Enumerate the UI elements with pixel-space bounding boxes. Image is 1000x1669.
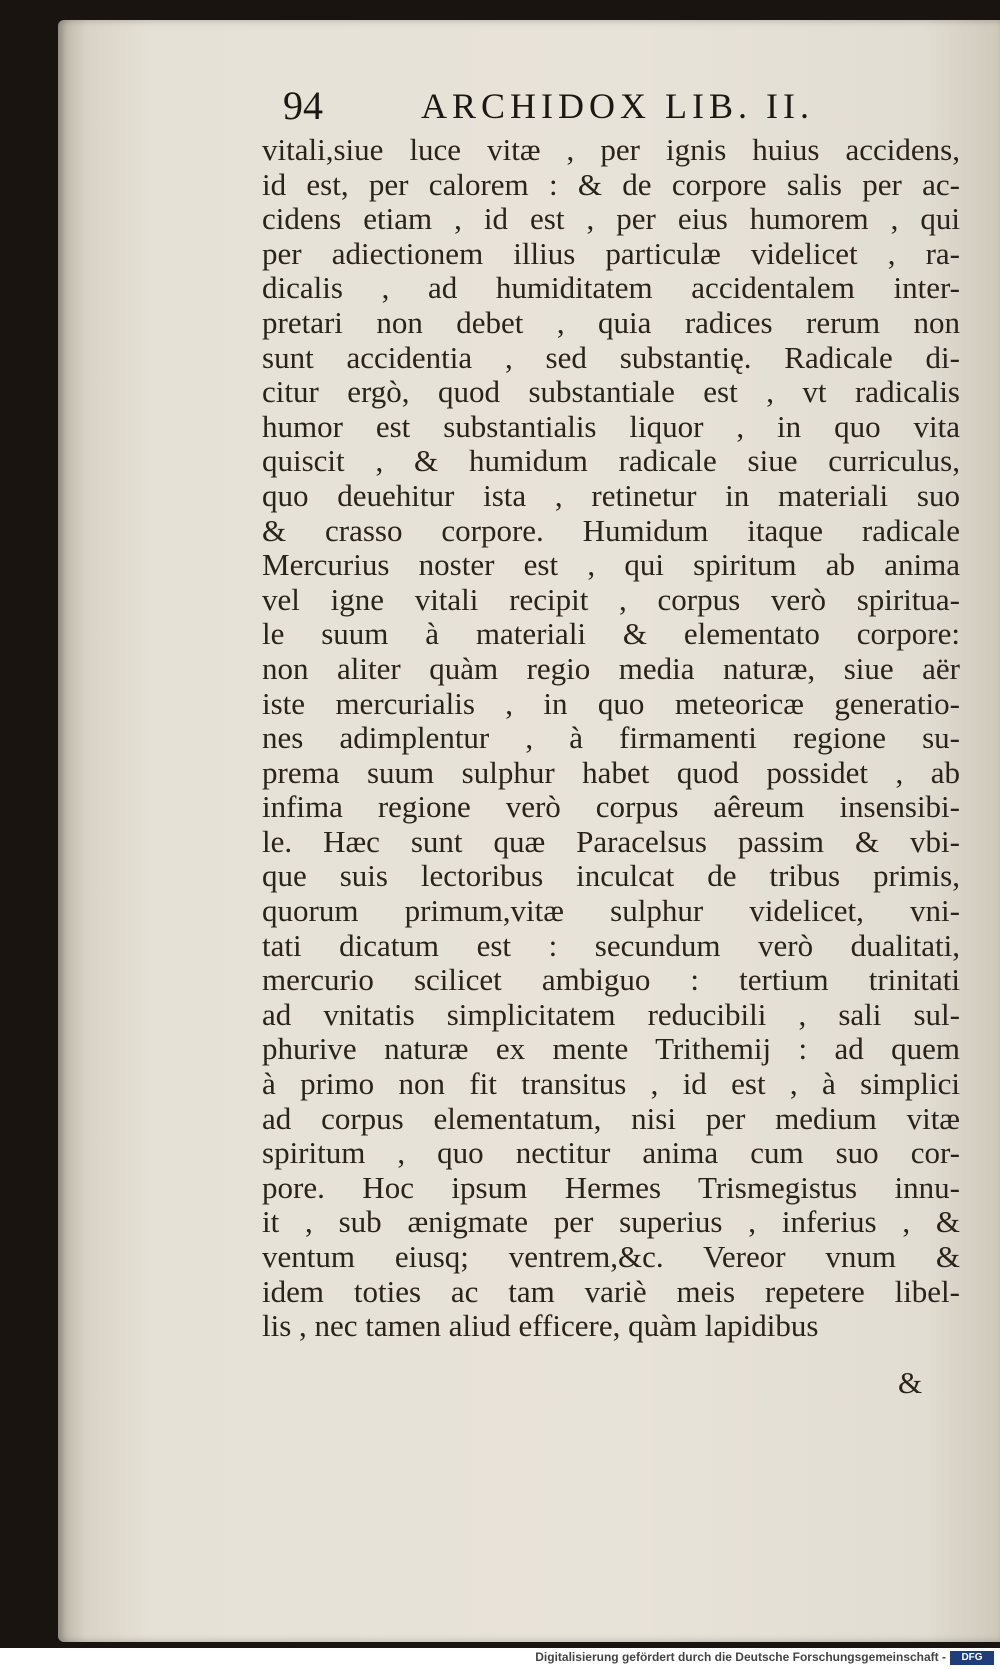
text-line: ventum eiusq; ventrem,&c. Vereor vnum & <box>262 1240 960 1274</box>
text-line: lis , nec tamen aliud efficere, quàm lapidibus <box>262 1309 819 1344</box>
text-line: idem toties ac tam variè meis repetere libel- <box>262 1274 960 1309</box>
page-header <box>283 78 883 134</box>
text-line: infima regione verò corpus aêreum insensibi- <box>262 790 960 825</box>
text-line: dicalis , ad humiditatem accidentalem inter- <box>262 271 960 306</box>
text-line: mercurio scilicet ambiguo : tertium trinitati <box>262 963 960 998</box>
text-line: à primo non fit transitus , id est , à simplici <box>262 1067 960 1102</box>
text-line: humor est substantialis liquor , in quo vita <box>262 409 960 444</box>
text-line: que suis lectoribus inculcat de tribus primis, <box>262 859 960 894</box>
text-line: ad vnitatis simplicitatem reducibili , sali sul- <box>262 997 960 1032</box>
text-line: le suum à materiali & elementato corpore: <box>262 617 960 652</box>
text-line: prema suum sulphur habet quod possidet , ab <box>262 755 960 790</box>
body-text <box>262 133 960 1344</box>
text-line: tati dicatum est : secundum verò dualitati, <box>262 928 960 963</box>
footer-bar <box>0 1648 1000 1669</box>
text-line: phurive naturæ ex mente Trithemij : ad quem <box>262 1032 960 1067</box>
text-line: vitali,siue luce vitæ , per ignis huius accidens, <box>262 133 960 167</box>
text-line: it , sub ænigmate per superius , inferius , & <box>262 1205 960 1240</box>
text-line: vel igne vitali recipit , corpus verò spiritua- <box>262 582 960 617</box>
text-line: iste mercurialis , in quo meteoricæ generatio- <box>262 686 960 721</box>
text-line: quiscit , & humidum radicale siue curriculus, <box>262 444 960 479</box>
funding-credit: Digitalisierung gefördert durch die Deutsche Forschungsgemeinschaft - <box>535 1650 946 1664</box>
text-line: spiritum , quo nectitur anima cum suo cor- <box>262 1136 960 1171</box>
text-line: pore. Hoc ipsum Hermes Trismegistus innu- <box>262 1170 960 1205</box>
text-line: Mercurius noster est , qui spiritum ab anima <box>262 548 960 583</box>
text-line: quo deuehitur ista , retinetur in materiali suo <box>262 478 960 513</box>
text-line: citur ergò, quod substantiale est , vt radicalis <box>262 375 960 410</box>
text-line: quorum primum,vitæ sulphur videlicet, vni- <box>262 894 960 929</box>
text-line: per adiectionem illius particulæ videlicet , ra- <box>262 236 960 271</box>
text-line: & crasso corpore. Humidum itaque radicale <box>262 513 960 548</box>
text-line: pretari non debet , quia radices rerum non <box>262 305 960 340</box>
text-line: cidens etiam , id est , per eius humorem , qui <box>262 202 960 237</box>
text-line: id est, per calorem : & de corpore salis per ac- <box>262 167 960 202</box>
text-line: nes adimplentur , à firmamenti regione su- <box>262 721 960 756</box>
page-number: 94 <box>283 83 323 128</box>
text-line: non aliter quàm regio media naturæ, siue aër <box>262 651 960 686</box>
text-line: le. Hæc sunt quæ Paracelsus passim & vbi- <box>262 824 960 859</box>
running-title: ARCHIDOX LIB. II. <box>421 86 814 126</box>
text-line: ad corpus elementatum, nisi per medium vitæ <box>262 1101 960 1136</box>
text-line: sunt accidentia , sed substantię. Radicale di- <box>262 340 960 375</box>
catchword: & <box>898 1365 923 1400</box>
dfg-logo: DFG <box>950 1651 994 1665</box>
